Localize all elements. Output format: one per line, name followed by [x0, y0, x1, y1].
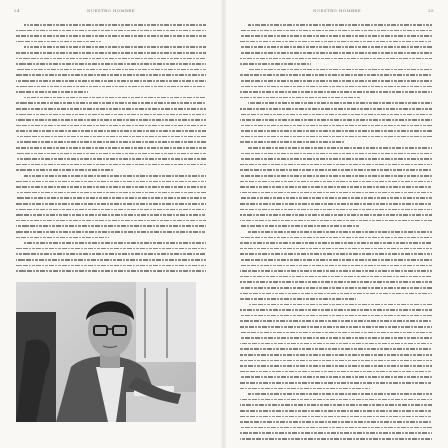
right-page	[226, 0, 448, 448]
text-line	[240, 436, 432, 442]
right-page-number: 25	[428, 8, 434, 13]
right-page-header	[226, 8, 448, 17]
right-running-title: NUESTRO HOMBRE	[312, 8, 362, 13]
photograph	[16, 282, 196, 422]
text-line	[16, 268, 206, 274]
photo-illustration	[16, 282, 196, 422]
right-body-text	[240, 22, 432, 442]
left-body-text	[16, 22, 206, 274]
left-page	[0, 0, 222, 448]
left-page-number: 24	[14, 8, 20, 13]
left-running-title: NUESTRO HOMBRE	[86, 8, 136, 13]
left-page-header	[0, 8, 222, 17]
